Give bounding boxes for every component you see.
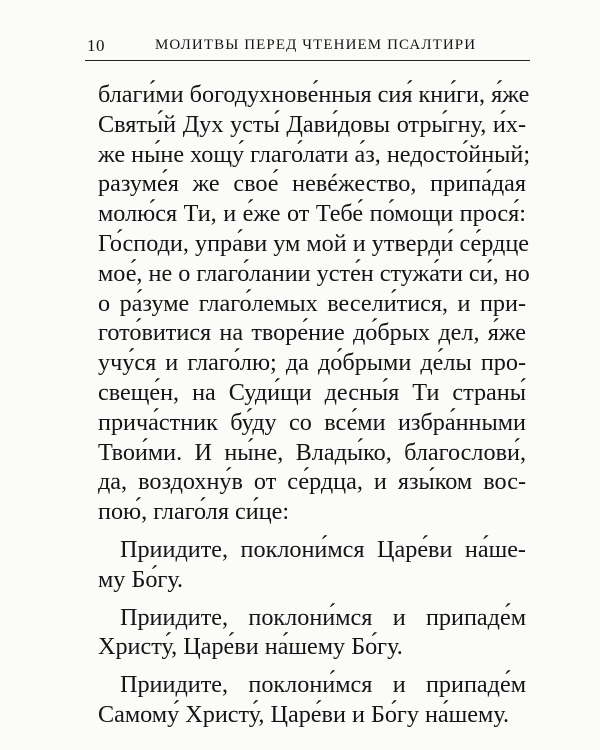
verse-line: Приидите, поклони́мся Царе́ви на́ше- [120, 535, 526, 563]
prayer-text [98, 80, 531, 730]
text-line: молю́ся Ти, и е́же от Тебе́ по́мощи прося́: [98, 200, 526, 228]
verse-line: Приидите, поклони́мся и припаде́м [120, 671, 526, 699]
text-line: же ны́не хощу́ глаго́лати а́з, недосто́йный; [98, 140, 531, 168]
text-line: свеще́н, на Суди́щи десны́я Ти страны́ [98, 378, 526, 406]
verse-line: Христу́, Царе́ви на́шему Бо́гу. [98, 633, 403, 661]
verse-line: Самому́ Христу́, Царе́ви и Бо́гу на́шему. [98, 700, 510, 728]
verse-line: му Бо́гу. [98, 565, 184, 593]
page-number: 10 [87, 36, 105, 55]
text-line: о ра́зуме глаго́лемых весели́тися, и при- [98, 289, 526, 317]
text-line: Го́споди, упра́ви ум мой и утверди́ се́рдце [98, 229, 530, 257]
text-line: Святы́й Дух усты́ Дави́довы отры́гну, и́х- [98, 110, 526, 138]
text-line: гото́витися на творе́ние до́брых дел, я́же [98, 319, 526, 347]
verse-line: Приидите, поклони́мся и припаде́м [120, 603, 526, 631]
text-line: благи́ми богодухнове́нныя сия́ кни́ги, я́же [98, 81, 530, 108]
text-line: Твои́ми. И ны́не, Влады́ко, благослови́, [98, 438, 526, 466]
text-line: разуме́я же свое́ невéжество, припа́дая [98, 170, 526, 198]
header-title: МОЛИТВЫ ПЕРЕД ЧТЕНИЕМ ПСАЛТИРИ [155, 37, 477, 53]
text-line: да, воздохну́в от се́рдца, и язы́ком вос- [98, 468, 526, 496]
text-line: учу́ся и глаго́лю; да до́брыми де́лы про- [98, 349, 526, 377]
text-line: прича́стник бу́ду со все́ми избра́нными [98, 408, 526, 436]
running-header [85, 30, 530, 61]
text-line: мое́, не о глаго́лании усте́н стужа́ти си́, но [98, 259, 530, 287]
text-line: пою́, глаго́ля си́це: [98, 498, 290, 526]
